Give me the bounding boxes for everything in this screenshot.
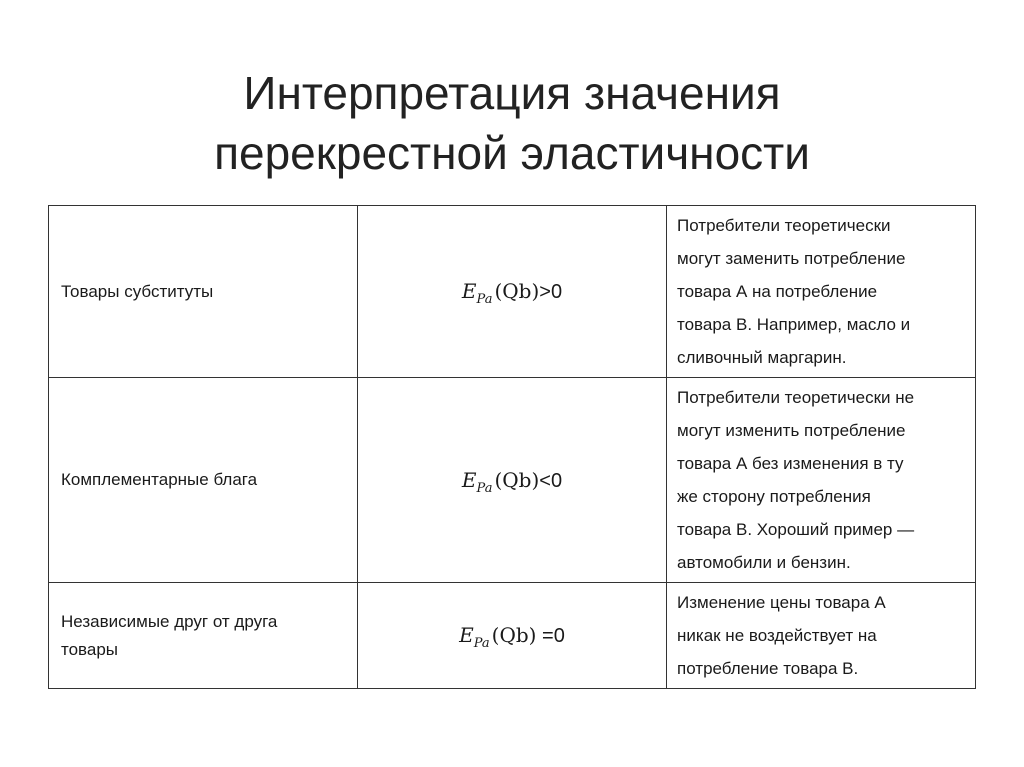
formula-symbol: E (459, 623, 474, 647)
slide-title (0, 63, 1024, 183)
formula-subscript: Pa (473, 636, 490, 651)
description-line: же сторону потребления (677, 487, 871, 506)
description-line: никак не воздействует на (677, 626, 877, 645)
formula-cell (358, 206, 667, 378)
elasticity-formula (461, 279, 563, 307)
description-line: могут изменить потребление (677, 421, 906, 440)
formula-relation: <0 (539, 469, 563, 492)
description-line: сливочный маргарин. (677, 348, 847, 367)
formula-subscript: Pa (476, 292, 493, 307)
formula-relation: >0 (539, 281, 563, 303)
description-line: товара В. Например, масло и (677, 315, 911, 334)
elasticity-table (48, 205, 976, 689)
formula-symbol: E (461, 467, 477, 492)
goods-type-label-line: Независимые друг от друга (61, 611, 278, 631)
description-line: могут заменить потребление (677, 249, 906, 268)
formula-argument: (Qb) (491, 623, 537, 647)
description-line: товара А на потребление (677, 282, 878, 301)
table-row-complements (49, 378, 976, 583)
goods-type-label: Товары субституты (61, 281, 214, 301)
description-line: потребление товара В. (677, 659, 859, 678)
description-line: автомобили и бензин. (677, 553, 851, 572)
formula-symbol: E (461, 279, 477, 303)
goods-type-label: Комплементарные блага (61, 470, 258, 489)
description-line: товара В. Хороший пример — (677, 520, 915, 539)
goods-type-cell (49, 583, 358, 689)
description-line: Изменение цены товара А (677, 593, 886, 612)
formula-cell (358, 583, 667, 689)
formula-argument: (Qb) (494, 467, 540, 492)
description-cell (667, 583, 976, 689)
goods-type-cell (49, 206, 358, 378)
formula-cell (358, 378, 667, 583)
slide-title-line-2: перекрестной эластичности (214, 126, 810, 179)
goods-type-cell (49, 378, 358, 583)
formula-relation: =0 (536, 625, 565, 647)
description-line: Потребители теоретически не (677, 388, 915, 407)
goods-type-label-line: товары (61, 639, 119, 659)
formula-subscript: Pa (476, 480, 493, 496)
description-cell (667, 206, 976, 378)
description-line: Потребители теоретически (677, 216, 891, 235)
formula-argument: (Qb) (494, 279, 540, 303)
table-row-substitutes (49, 206, 976, 378)
description-cell (667, 378, 976, 583)
slide-title-line-1: Интерпретация значения (243, 66, 781, 119)
elasticity-formula (459, 623, 565, 651)
table-row-independent (49, 583, 976, 689)
elasticity-formula (461, 467, 563, 496)
description-line: товара А без изменения в ту (677, 454, 904, 473)
